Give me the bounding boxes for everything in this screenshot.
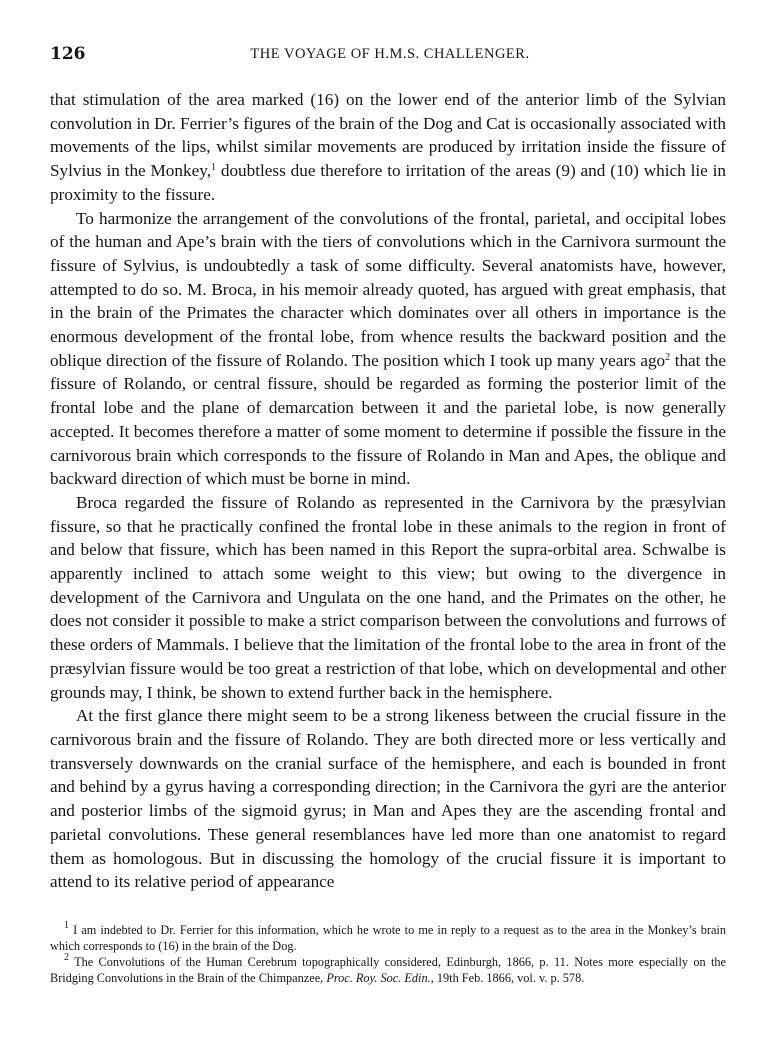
- running-title: THE VOYAGE OF H.M.S. CHALLENGER.: [250, 46, 530, 62]
- paragraph-2: To harmonize the arrangement of the convolutions of the frontal, parietal, and occipital lobes of the human and Ape’s brain with the tiers of convolutions which in the Carnivora surmount the fissure of Sylvius, is undoubtedly a task of some difficulty. Several anatomists have, however, attempted to do so. M. Broca, in his memoir already quoted, has argued with great emphasis, that in the brain of the Primates the character which dominates over all others in importance is the enormous development of the frontal lobe, from whence results the backward position and the oblique direction of the fissure of Rolando. The position which I took up many years ago$^2$ that the fissure of Rolando, or central fissure, should be regarded as forming the posterior limit of the frontal lobe and the plane of demarcation between it and the parietal lobe, is now generally accepted. It becomes therefore a matter of some moment to determine if possible the fissure in the carnivorous brain which corresponds to the fissure of Rolando in Man and Apes, the oblique and backward direction of which must be borne in mind.: [50, 208, 726, 489]
- footnote-1: $^1$ I am indebted to Dr. Ferrier for this information, which he wrote to me in reply to a request as to the area in the Monkey’s brain which corresponds to (16) in the brain of the Dog.: [50, 920, 726, 953]
- footnotes: [50, 922, 726, 986]
- page-header: [50, 44, 730, 66]
- page-number: 126: [50, 44, 86, 64]
- paragraph-1: that stimulation of the area marked (16) on the lower end of the anterior limb of the Sylvian convolution in Dr. Ferrier’s figures of the brain of the Dog and Cat is occasionally associated with movements of the lips, whilst similar movements are produced by irritation inside the fissure of Sylvius in the Monkey,$^1$ doubtless due therefore to irritation of the areas (9) and (10) which lie in proximity to the fissure.: [50, 90, 726, 204]
- footnote-mark-2: 2: [64, 952, 69, 963]
- paragraph-3: Broca regarded the fissure of Rolando as represented in the Carnivora by the præsylvian fissure, so that he practically confined the frontal lobe in these animals to the region in front of and below that fissure, which has been named in this Report the supra-orbital area. Schwalbe is apparently inclined to attach some weight to this view; but owing to the divergence in development of the Carnivora and Ungulata on the one hand, and the Primates on the other, he does not consider it possible to make a strict comparison between the convolutions and furrows of these orders of Mammals. I believe that the limitation of the frontal lobe to the area in front of the præsylvian fissure would be too great a restriction of that lobe, which on developmental and other grounds may, I think, be shown to extend further back in the hemisphere.: [50, 492, 726, 702]
- footnote-ref-1: 1: [211, 162, 216, 174]
- body-text: [50, 88, 726, 894]
- footnote-2: $^2$ The Convolutions of the Human Cerebrum topographically considered, Edinburgh, 1866, p. 11. Notes more especially on the Bridging Convolutions in the Brain of the Chimpanzee, Proc. Roy. Soc. Edin., 19th Feb. 1866, vol. v. p. 578.: [50, 952, 726, 985]
- footnote-mark-1: 1: [64, 920, 69, 931]
- journal-title: Proc. Roy. Soc. Edin.: [326, 971, 431, 985]
- footnote-ref-2: 2: [665, 351, 671, 363]
- paragraph-4: At the first glance there might seem to be a strong likeness between the crucial fissure in the carnivorous brain and the fissure of Rolando. They are both directed more or less vertically and transversely downwards on the cranial surface of the hemisphere, and each is bounded in front and behind by a gyrus having a corresponding direction; in the Carnivora the gyri are the anterior and posterior limbs of the sigmoid gyrus; in Man and Apes they are the ascending frontal and parietal convolutions. These general resemblances have led more than one anatomist to regard them as homologous. But in discussing the homology of the crucial fissure it is important to attend to its relative period of appearance: [50, 706, 726, 892]
